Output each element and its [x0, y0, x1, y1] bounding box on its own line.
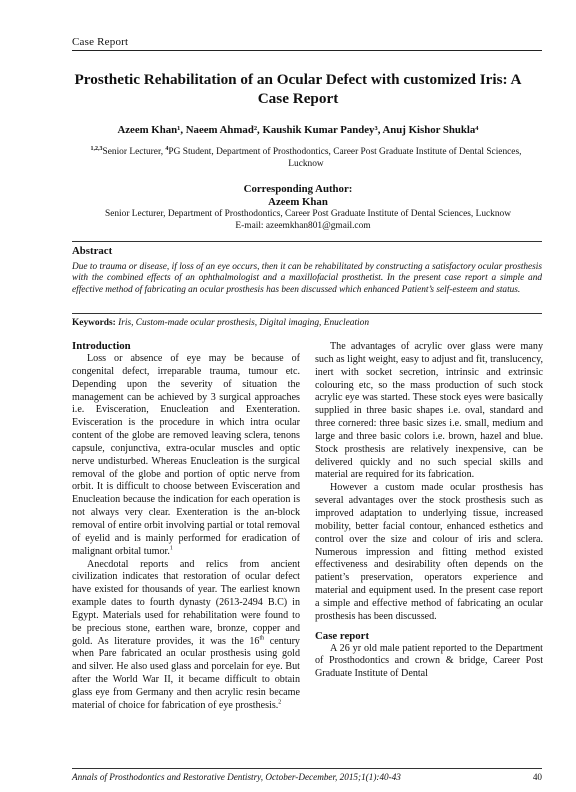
journal-citation: Annals of Prosthodontics and Restorative Dentistry, October-December, 2015;1(1):40-43 [72, 772, 401, 782]
paragraph-intro-3: The advantages of acrylic over glass were many such as light weight, easy to adjust and fit, translucency, inert with socket secretion, intrinsic and extrinsic colouring etc, so the mass production of such stock acrylic eye was started. These stock eyes were basically supplied in three basic shapes i.e. oval, standard and three cornered: three basic sizes i.e. small, medium and large and three basic colors i.e. brown, hazel and blue. Stock prosthesis are relatively inexpensive, can be delivered quickly and no such special skills and material are required for its fabrication. [315, 341, 543, 481]
case-report-heading: Case report [315, 629, 370, 642]
author-list: Azeem Khan¹, Naeem Ahmad², Kaushik Kumar Pandey³, Anuj Kishor Shukla⁴ [117, 124, 479, 136]
corresponding-affiliation: Senior Lecturer, Department of Prosthodontics, Career Post Graduate Institute of Dental Sciences, Lucknow [104, 209, 512, 219]
page-footer [72, 772, 542, 782]
paragraph-intro-4: However a custom made ocular prosthesis has several advantages over the stock prosthesis such as improved adaptation to underlying tissue, increased mobility, better facial contour, enhanced esthetics and control over the size and colour of iris and sclera. Numerous impression and fitting method existed effectiveness and desirability often depends on the patient’s preservation, operators experience and material and equipment used. In the present case report a simple and effective method of fabricating an ocular prosthesis has been discussed. [315, 482, 543, 622]
corresponding-name: Azeem Khan [268, 196, 328, 208]
paragraph-text: Anecdotal reports and relics from ancient civilization indicates that restoration of ocular defect have existed for thousands of year. The earliest known example dates to fourth dynasty (2613-2494 B.C) in Egypt. Materials used for rehabilitation were found to be precious stone, earthen ware, bronze, copper and gold. As literature provides, it was the 16 [72, 558, 300, 647]
paragraph-intro-1 [72, 353, 300, 559]
citation-ref: 1 [169, 545, 173, 552]
paragraph-text: Loss or absence of eye may be because of congenital defect, irreparable trauma, tumour etc. Depending upon the severity of situation the management can be achieved by 3 surgical approaches i.e. Evisceration, Enucleation and Exenteration. Evisceration is the procedure in which intra ocular content of the globe are removed leaving sclera, tenons capsule, conjunctiva, extra-ocular muscles and optic nerve undisturbed. Whereas Enucleation is the surgical removal of the globe and portion of optic nerve from orbit. It is difficult to choose between Evisceration and Enucleation because the indication for each operation is not always very clear. Exenteration is the an-block removal of entire orbit involving partial or total removal of eyelid and is mainly performed for eradication of malignant orbital tumor. [72, 353, 300, 557]
corresponding-heading: Corresponding Author: [243, 183, 353, 195]
ordinal-suffix: th [259, 635, 265, 642]
abstract-text: Due to trauma or disease, if loss of an eye occurs, then it can be rehabilitated by constructing a satisfactory ocular prosthesis with the combined effects of an ophthalmologist and a maxillofacial prosthetist. In the present case report a simple and effective method of fabricating an ocular prosthesis has been discussed which enhanced Patient’s self-esteem and status. [72, 262, 542, 295]
abstract-rule-bottom [72, 313, 542, 314]
paragraph-text: century when Pare fabricated an ocular prosthesis using gold and silver. He also used glass and porcelain for eye. But after the World War II, it became difficult to obtain glass eye from Germany and then acrylic resin became material of choice for fabrication of eye prosthesis. [72, 635, 300, 711]
affiliation-marker-2: 4 [165, 145, 169, 152]
paragraph-intro-2 [72, 559, 300, 713]
keywords-label: Keywords: [72, 318, 116, 328]
article-title: Prosthetic Rehabilitation of an Ocular Defect with customized Iris: A Case Report [74, 71, 522, 107]
affiliation-marker-1: 1,2,3 [90, 145, 103, 152]
paragraph-case-1: A 26 yr old male patient reported to the Department of Prosthodontics and crown & bridge, Career Post Graduate Institute of Dental [315, 642, 543, 680]
author-affiliations [86, 146, 526, 170]
page-number: 40 [532, 772, 542, 782]
introduction-heading: Introduction [72, 340, 131, 352]
running-head: Case Report [72, 36, 129, 48]
keywords-value: Iris, Custom-made ocular prosthesis, Digital imaging, Enucleation [118, 318, 370, 328]
body-column-right [315, 341, 543, 681]
footer-rule [72, 768, 542, 769]
abstract-rule-top [72, 241, 542, 242]
citation-ref: 2 [278, 699, 282, 706]
keywords [72, 318, 369, 328]
header-rule [72, 50, 542, 51]
affiliation-text-1: Senior Lecturer, [102, 147, 166, 157]
affiliation-text-2: PG Student, Department of Prosthodontics, Career Post Graduate Institute of Dental Sciences, Lucknow [168, 147, 522, 169]
abstract-heading: Abstract [72, 245, 113, 257]
body-column-left [72, 340, 300, 713]
corresponding-email: E-mail: azeemkhan801@gmail.com [235, 221, 371, 231]
